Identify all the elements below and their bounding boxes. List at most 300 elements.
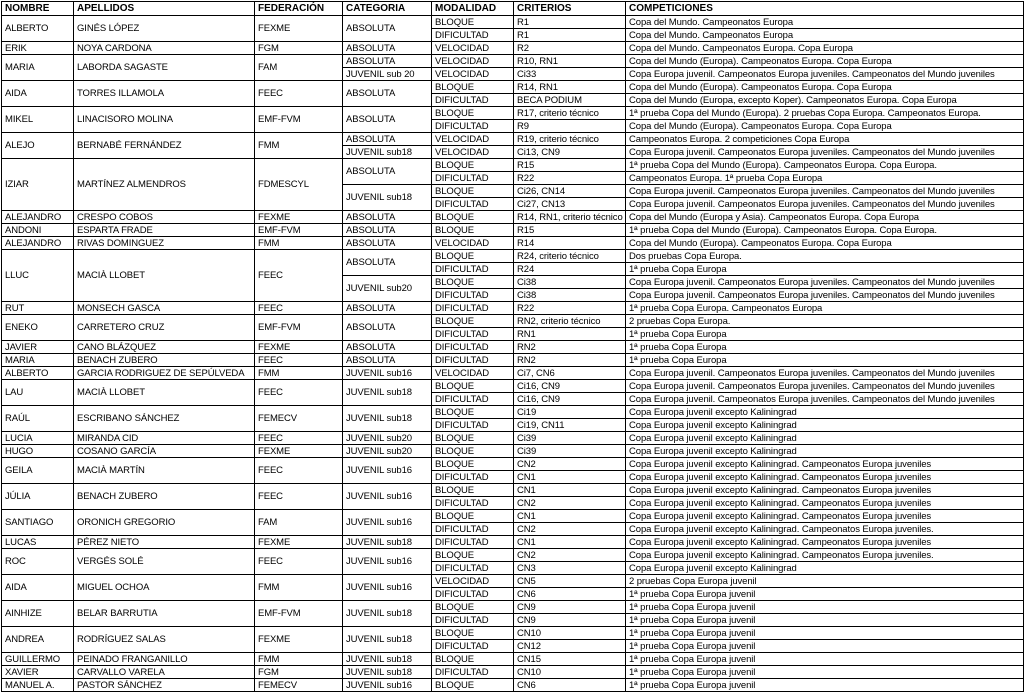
cell-apellidos: GINÉS LÓPEZ	[74, 16, 255, 42]
cell-federacion: FEXME	[255, 211, 343, 224]
cell-criterios: R1	[514, 16, 626, 29]
cell-competiciones: 1ª prueba Copa Europa juvenil	[626, 627, 1024, 640]
cell-modalidad: BLOQUE	[432, 653, 514, 666]
cell-federacion: FEXME	[255, 536, 343, 549]
column-header-apellidos: APELLIDOS	[74, 2, 255, 16]
cell-categoria: ABSOLUTA	[343, 42, 432, 55]
table-row	[2, 42, 1024, 55]
cell-federacion: FEXME	[255, 445, 343, 458]
cell-competiciones: Copa Europa juvenil excepto Kaliningrad. Campeonatos Europa juveniles	[626, 536, 1024, 549]
cell-competiciones: Copa del Mundo (Europa). Campeonatos Europa. Copa Europa	[626, 55, 1024, 68]
cell-apellidos: CANO BLÁZQUEZ	[74, 341, 255, 354]
cell-criterios: RN2, criterio técnico	[514, 315, 626, 328]
table-row	[2, 133, 1024, 146]
cell-modalidad: DIFICULTAD	[432, 523, 514, 536]
cell-criterios: Ci38	[514, 289, 626, 302]
column-header-nombre: NOMBRE	[2, 2, 74, 16]
cell-modalidad: VELOCIDAD	[432, 367, 514, 380]
cell-criterios: R24, criterio técnico	[514, 250, 626, 263]
cell-apellidos: NOYA CARDONA	[74, 42, 255, 55]
cell-modalidad: DIFICULTAD	[432, 354, 514, 367]
cell-competiciones: Copa Europa juvenil. Campeonatos Europa juveniles. Campeonatos del Mundo juveniles	[626, 68, 1024, 81]
table-row	[2, 484, 1024, 497]
cell-criterios: R22	[514, 302, 626, 315]
cell-modalidad: DIFICULTAD	[432, 536, 514, 549]
table-row	[2, 406, 1024, 419]
cell-competiciones: Copa Europa juvenil excepto Kaliningrad. Campeonatos Europa juveniles	[626, 471, 1024, 484]
table-row	[2, 302, 1024, 315]
cell-federacion: FDMESCYL	[255, 159, 343, 211]
cell-federacion: FEEC	[255, 250, 343, 302]
cell-apellidos: PASTOR SÁNCHEZ	[74, 679, 255, 692]
cell-competiciones: 1ª prueba Copa Europa juvenil	[626, 588, 1024, 601]
cell-federacion: FEXME	[255, 341, 343, 354]
cell-categoria: ABSOLUTA	[343, 107, 432, 133]
cell-competiciones: 1ª prueba Copa Europa	[626, 354, 1024, 367]
cell-criterios: CN9	[514, 601, 626, 614]
cell-categoria: JUVENIL sub20	[343, 276, 432, 302]
cell-modalidad: BLOQUE	[432, 627, 514, 640]
cell-criterios: R15	[514, 159, 626, 172]
cell-competiciones: Copa Europa juvenil excepto Kaliningrad. Campeonatos Europa juveniles.	[626, 549, 1024, 562]
cell-modalidad: DIFICULTAD	[432, 471, 514, 484]
cell-criterios: CN6	[514, 588, 626, 601]
cell-apellidos: MACIÀ LLOBET	[74, 380, 255, 406]
table-row	[2, 367, 1024, 380]
cell-apellidos: ESPARTA FRADE	[74, 224, 255, 237]
cell-criterios: CN2	[514, 497, 626, 510]
cell-apellidos: MIRANDA CID	[74, 432, 255, 445]
cell-modalidad: DIFICULTAD	[432, 393, 514, 406]
cell-categoria: JUVENIL sub20	[343, 445, 432, 458]
cell-competiciones: Copa Europa juvenil. Campeonatos Europa juveniles. Campeonatos del Mundo juveniles	[626, 146, 1024, 159]
cell-competiciones: 1ª prueba Copa Europa	[626, 341, 1024, 354]
cell-competiciones: Copa del Mundo (Europa). Campeonatos Europa. Copa Europa	[626, 81, 1024, 94]
cell-apellidos: ESCRIBANO SÁNCHEZ	[74, 406, 255, 432]
cell-apellidos: LABORDA SAGASTE	[74, 55, 255, 81]
cell-modalidad: BLOQUE	[432, 211, 514, 224]
cell-modalidad: VELOCIDAD	[432, 146, 514, 159]
cell-federacion: FMM	[255, 575, 343, 601]
cell-competiciones: Copa del Mundo. Campeonatos Europa	[626, 29, 1024, 42]
table-row	[2, 549, 1024, 562]
cell-categoria: JUVENIL sub 20	[343, 68, 432, 81]
cell-apellidos: COSANO GARCÍA	[74, 445, 255, 458]
cell-criterios: Ci39	[514, 432, 626, 445]
cell-categoria: ABSOLUTA	[343, 354, 432, 367]
cell-modalidad: DIFICULTAD	[432, 263, 514, 276]
cell-apellidos: ORONICH GREGORIO	[74, 510, 255, 536]
cell-categoria: JUVENIL sub18	[343, 380, 432, 406]
cell-categoria: JUVENIL sub18	[343, 601, 432, 627]
cell-categoria: JUVENIL sub20	[343, 432, 432, 445]
cell-apellidos: MARTÍNEZ ALMENDROS	[74, 159, 255, 211]
cell-competiciones: 1ª prueba Copa del Mundo (Europa). 2 pruebas Copa Europa. Campeonatos Europa.	[626, 107, 1024, 120]
cell-federacion: FEMECV	[255, 406, 343, 432]
cell-competiciones: Dos pruebas Copa Europa.	[626, 250, 1024, 263]
cell-categoria: ABSOLUTA	[343, 159, 432, 185]
cell-criterios: CN15	[514, 653, 626, 666]
cell-criterios: Ci19	[514, 406, 626, 419]
cell-modalidad: DIFICULTAD	[432, 666, 514, 679]
cell-criterios: R14	[514, 237, 626, 250]
results-table	[1, 1, 1024, 692]
cell-apellidos: BELAR BARRUTIA	[74, 601, 255, 627]
cell-competiciones: Copa Europa juvenil excepto Kaliningrad. Campeonatos Europa juveniles	[626, 510, 1024, 523]
table-row	[2, 159, 1024, 172]
table-row	[2, 107, 1024, 120]
table-row	[2, 666, 1024, 679]
cell-modalidad: DIFICULTAD	[432, 289, 514, 302]
cell-federacion: EMF-FVM	[255, 315, 343, 341]
cell-apellidos: MIGUEL OCHOA	[74, 575, 255, 601]
cell-nombre: ALEJO	[2, 133, 74, 159]
cell-modalidad: DIFICULTAD	[432, 172, 514, 185]
cell-nombre: HUGO	[2, 445, 74, 458]
cell-apellidos: PEINADO FRANGANILLO	[74, 653, 255, 666]
cell-nombre: AIDA	[2, 81, 74, 107]
cell-nombre: ANDREA	[2, 627, 74, 653]
cell-criterios: R19, criterio técnico	[514, 133, 626, 146]
cell-apellidos: CARVALLO VARELA	[74, 666, 255, 679]
cell-federacion: FEXME	[255, 16, 343, 42]
table-row	[2, 432, 1024, 445]
cell-competiciones: 2 pruebas Copa Europa.	[626, 315, 1024, 328]
cell-modalidad: BLOQUE	[432, 406, 514, 419]
cell-apellidos: TORRES ILLAMOLA	[74, 81, 255, 107]
table-row	[2, 445, 1024, 458]
cell-competiciones: 1ª prueba Copa Europa juvenil	[626, 653, 1024, 666]
cell-modalidad: DIFICULTAD	[432, 328, 514, 341]
cell-competiciones: 1ª prueba Copa Europa juvenil	[626, 679, 1024, 692]
cell-nombre: LUCIA	[2, 432, 74, 445]
cell-competiciones: Copa Europa juvenil. Campeonatos Europa juveniles. Campeonatos del Mundo juveniles	[626, 198, 1024, 211]
cell-categoria: ABSOLUTA	[343, 302, 432, 315]
cell-competiciones: Campeonatos Europa. 2 competiciones Copa Europa	[626, 133, 1024, 146]
cell-federacion: FEEC	[255, 81, 343, 107]
cell-competiciones: 2 pruebas Copa Europa juvenil	[626, 575, 1024, 588]
cell-categoria: JUVENIL sub16	[343, 549, 432, 575]
cell-competiciones: 1ª prueba Copa Europa	[626, 263, 1024, 276]
cell-apellidos: GARCIA RODRIGUEZ DE SEPÚLVEDA	[74, 367, 255, 380]
cell-criterios: CN12	[514, 640, 626, 653]
cell-competiciones: Copa Europa juvenil. Campeonatos Europa juveniles. Campeonatos del Mundo juveniles	[626, 185, 1024, 198]
cell-categoria: JUVENIL sub18	[343, 627, 432, 653]
cell-modalidad: BLOQUE	[432, 601, 514, 614]
cell-modalidad: BLOQUE	[432, 276, 514, 289]
cell-criterios: R1	[514, 29, 626, 42]
cell-nombre: MANUEL A.	[2, 679, 74, 692]
cell-criterios: CN10	[514, 627, 626, 640]
cell-criterios: Ci16, CN9	[514, 393, 626, 406]
cell-nombre: GUILLERMO	[2, 653, 74, 666]
cell-competiciones: Campeonatos Europa. 1ª prueba Copa Europa	[626, 172, 1024, 185]
cell-criterios: CN2	[514, 523, 626, 536]
column-header-categoria: CATEGORIA	[343, 2, 432, 16]
cell-competiciones: Copa Europa juvenil excepto Kaliningrad	[626, 562, 1024, 575]
cell-competiciones: Copa Europa juvenil excepto Kaliningrad. Campeonatos Europa juveniles	[626, 484, 1024, 497]
cell-apellidos: MONSECH GASCA	[74, 302, 255, 315]
cell-modalidad: DIFICULTAD	[432, 419, 514, 432]
cell-competiciones: Copa del Mundo. Campeonatos Europa	[626, 16, 1024, 29]
cell-nombre: ALEJANDRO	[2, 237, 74, 250]
cell-modalidad: BLOQUE	[432, 432, 514, 445]
cell-competiciones: Copa del Mundo (Europa). Campeonatos Europa. Copa Europa	[626, 120, 1024, 133]
cell-competiciones: 1ª prueba Copa Europa juvenil	[626, 601, 1024, 614]
cell-modalidad: DIFICULTAD	[432, 29, 514, 42]
cell-categoria: ABSOLUTA	[343, 224, 432, 237]
cell-modalidad: VELOCIDAD	[432, 42, 514, 55]
cell-federacion: FEEC	[255, 458, 343, 484]
cell-categoria: ABSOLUTA	[343, 237, 432, 250]
cell-criterios: CN9	[514, 614, 626, 627]
cell-categoria: JUVENIL sub18	[343, 406, 432, 432]
cell-modalidad: BLOQUE	[432, 315, 514, 328]
cell-nombre: IZIAR	[2, 159, 74, 211]
column-header-competiciones: COMPETICIONES	[626, 2, 1024, 16]
table-row	[2, 81, 1024, 94]
cell-nombre: ALBERTO	[2, 16, 74, 42]
cell-criterios: Ci33	[514, 68, 626, 81]
cell-federacion: FMM	[255, 133, 343, 159]
cell-nombre: LAU	[2, 380, 74, 406]
cell-nombre: XAVIER	[2, 666, 74, 679]
cell-modalidad: DIFICULTAD	[432, 120, 514, 133]
table-row	[2, 679, 1024, 692]
cell-federacion: FEEC	[255, 484, 343, 510]
table-row	[2, 341, 1024, 354]
cell-federacion: FEEC	[255, 302, 343, 315]
cell-competiciones: Copa del Mundo. Campeonatos Europa. Copa Europa	[626, 42, 1024, 55]
cell-modalidad: BLOQUE	[432, 458, 514, 471]
cell-modalidad: VELOCIDAD	[432, 55, 514, 68]
cell-modalidad: BLOQUE	[432, 679, 514, 692]
cell-apellidos: BENACH ZUBERO	[74, 484, 255, 510]
cell-modalidad: VELOCIDAD	[432, 68, 514, 81]
cell-modalidad: BLOQUE	[432, 16, 514, 29]
cell-competiciones: Copa Europa juvenil excepto Kaliningrad	[626, 445, 1024, 458]
cell-modalidad: BLOQUE	[432, 185, 514, 198]
cell-federacion: EMF-FVM	[255, 107, 343, 133]
cell-nombre: ALEJANDRO	[2, 211, 74, 224]
column-header-modalidad: MODALIDAD	[432, 2, 514, 16]
table-row	[2, 211, 1024, 224]
cell-apellidos: LINACISORO MOLINA	[74, 107, 255, 133]
cell-competiciones: Copa Europa juvenil excepto Kaliningrad. Campeonatos Europa juveniles	[626, 458, 1024, 471]
cell-categoria: JUVENIL sub18	[343, 146, 432, 159]
cell-criterios: CN2	[514, 549, 626, 562]
cell-competiciones: Copa Europa juvenil. Campeonatos Europa juveniles. Campeonatos del Mundo juveniles	[626, 276, 1024, 289]
cell-categoria: JUVENIL sub18	[343, 185, 432, 211]
cell-categoria: JUVENIL sub18	[343, 666, 432, 679]
cell-criterios: R17, criterio técnico	[514, 107, 626, 120]
cell-apellidos: CRESPO COBOS	[74, 211, 255, 224]
cell-categoria: ABSOLUTA	[343, 16, 432, 42]
cell-competiciones: 1ª prueba Copa Europa juvenil	[626, 614, 1024, 627]
cell-competiciones: Copa del Mundo (Europa, excepto Koper). Campeonatos Europa. Copa Europa	[626, 94, 1024, 107]
cell-criterios: R15	[514, 224, 626, 237]
cell-criterios: R10, RN1	[514, 55, 626, 68]
cell-criterios: CN1	[514, 536, 626, 549]
header-row	[2, 2, 1024, 16]
cell-criterios: CN5	[514, 575, 626, 588]
cell-competiciones: 1ª prueba Copa del Mundo (Europa). Campeonatos Europa. Copa Europa.	[626, 224, 1024, 237]
cell-apellidos: MACIÀ LLOBET	[74, 250, 255, 302]
cell-modalidad: DIFICULTAD	[432, 94, 514, 107]
cell-categoria: ABSOLUTA	[343, 55, 432, 68]
cell-competiciones: Copa Europa juvenil. Campeonatos Europa juveniles. Campeonatos del Mundo juveniles	[626, 393, 1024, 406]
cell-competiciones: Copa del Mundo (Europa y Asia). Campeonatos Europa. Copa Europa	[626, 211, 1024, 224]
cell-criterios: Ci19, CN11	[514, 419, 626, 432]
cell-criterios: CN2	[514, 458, 626, 471]
cell-modalidad: VELOCIDAD	[432, 575, 514, 588]
cell-criterios: CN1	[514, 510, 626, 523]
cell-criterios: CN10	[514, 666, 626, 679]
cell-modalidad: DIFICULTAD	[432, 614, 514, 627]
cell-modalidad: DIFICULTAD	[432, 198, 514, 211]
table-row	[2, 627, 1024, 640]
cell-competiciones: Copa Europa juvenil excepto Kaliningrad	[626, 419, 1024, 432]
cell-modalidad: DIFICULTAD	[432, 302, 514, 315]
cell-criterios: Ci13, CN9	[514, 146, 626, 159]
cell-modalidad: BLOQUE	[432, 107, 514, 120]
cell-criterios: CN1	[514, 484, 626, 497]
cell-nombre: SANTIAGO	[2, 510, 74, 536]
cell-competiciones: Copa del Mundo (Europa). Campeonatos Europa. Copa Europa	[626, 237, 1024, 250]
cell-criterios: Ci38	[514, 276, 626, 289]
cell-apellidos: VERGÉS SOLÉ	[74, 549, 255, 575]
cell-categoria: JUVENIL sub18	[343, 653, 432, 666]
cell-categoria: JUVENIL sub16	[343, 458, 432, 484]
cell-apellidos: RIVAS DOMINGUEZ	[74, 237, 255, 250]
cell-categoria: ABSOLUTA	[343, 211, 432, 224]
cell-categoria: JUVENIL sub16	[343, 367, 432, 380]
cell-criterios: R9	[514, 120, 626, 133]
cell-competiciones: 1ª prueba Copa del Mundo (Europa). Campeonatos Europa. Copa Europa.	[626, 159, 1024, 172]
cell-nombre: RAÚL	[2, 406, 74, 432]
table-row	[2, 380, 1024, 393]
cell-criterios: CN6	[514, 679, 626, 692]
cell-federacion: FMM	[255, 237, 343, 250]
cell-apellidos: BERNABÉ FERNÁNDEZ	[74, 133, 255, 159]
cell-federacion: EMF-FVM	[255, 224, 343, 237]
cell-nombre: ALBERTO	[2, 367, 74, 380]
cell-apellidos: PÉREZ NIETO	[74, 536, 255, 549]
table-row	[2, 55, 1024, 68]
cell-categoria: ABSOLUTA	[343, 133, 432, 146]
cell-nombre: ENEKO	[2, 315, 74, 341]
cell-criterios: CN1	[514, 471, 626, 484]
table-row	[2, 575, 1024, 588]
cell-nombre: MARIA	[2, 55, 74, 81]
cell-categoria: JUVENIL sub16	[343, 484, 432, 510]
cell-federacion: FEEC	[255, 432, 343, 445]
column-header-federacion: FEDERACIÓN	[255, 2, 343, 16]
table-row	[2, 16, 1024, 29]
cell-criterios: RN2	[514, 341, 626, 354]
cell-modalidad: DIFICULTAD	[432, 341, 514, 354]
table-row	[2, 536, 1024, 549]
cell-modalidad: VELOCIDAD	[432, 237, 514, 250]
cell-modalidad: DIFICULTAD	[432, 497, 514, 510]
cell-federacion: FGM	[255, 42, 343, 55]
table-row	[2, 354, 1024, 367]
cell-nombre: MARIA	[2, 354, 74, 367]
cell-criterios: R22	[514, 172, 626, 185]
cell-nombre: ERIK	[2, 42, 74, 55]
cell-competiciones: 1ª prueba Copa Europa	[626, 328, 1024, 341]
cell-categoria: JUVENIL sub18	[343, 536, 432, 549]
cell-nombre: JAVIER	[2, 341, 74, 354]
cell-nombre: LUCAS	[2, 536, 74, 549]
cell-apellidos: BENACH ZUBERO	[74, 354, 255, 367]
cell-criterios: R14, RN1	[514, 81, 626, 94]
cell-federacion: FEXME	[255, 627, 343, 653]
cell-modalidad: BLOQUE	[432, 445, 514, 458]
cell-federacion: FEEC	[255, 549, 343, 575]
cell-federacion: FEMECV	[255, 679, 343, 692]
cell-apellidos: MACIÀ MARTÍN	[74, 458, 255, 484]
cell-nombre: ANDONI	[2, 224, 74, 237]
cell-federacion: FMM	[255, 653, 343, 666]
column-header-criterios: CRITERIOS	[514, 2, 626, 16]
cell-criterios: R24	[514, 263, 626, 276]
cell-categoria: JUVENIL sub16	[343, 510, 432, 536]
cell-criterios: RN2	[514, 354, 626, 367]
table-row	[2, 458, 1024, 471]
cell-criterios: BECA PODIUM	[514, 94, 626, 107]
cell-apellidos: CARRETERO CRUZ	[74, 315, 255, 341]
cell-competiciones: 1ª prueba Copa Europa. Campeonatos Europa	[626, 302, 1024, 315]
cell-criterios: R14, RN1, criterio técnico	[514, 211, 626, 224]
cell-nombre: ROC	[2, 549, 74, 575]
cell-criterios: R2	[514, 42, 626, 55]
cell-competiciones: 1ª prueba Copa Europa juvenil	[626, 666, 1024, 679]
cell-federacion: FEEC	[255, 380, 343, 406]
cell-modalidad: BLOQUE	[432, 224, 514, 237]
cell-modalidad: BLOQUE	[432, 549, 514, 562]
cell-criterios: Ci26, CN14	[514, 185, 626, 198]
cell-modalidad: BLOQUE	[432, 250, 514, 263]
cell-federacion: FEEC	[255, 354, 343, 367]
cell-federacion: EMF-FVM	[255, 601, 343, 627]
cell-criterios: CN3	[514, 562, 626, 575]
cell-competiciones: Copa Europa juvenil excepto Kaliningrad. Campeonatos Europa juveniles.	[626, 523, 1024, 536]
cell-categoria: ABSOLUTA	[343, 81, 432, 107]
cell-competiciones: Copa Europa juvenil. Campeonatos Europa juveniles. Campeonatos del Mundo juveniles	[626, 380, 1024, 393]
cell-apellidos: RODRÍGUEZ SALAS	[74, 627, 255, 653]
table-row	[2, 510, 1024, 523]
cell-categoria: JUVENIL sub16	[343, 679, 432, 692]
cell-nombre: LLUC	[2, 250, 74, 302]
cell-categoria: ABSOLUTA	[343, 341, 432, 354]
cell-competiciones: Copa Europa juvenil. Campeonatos Europa juveniles. Campeonatos del Mundo juveniles	[626, 289, 1024, 302]
cell-competiciones: Copa Europa juvenil excepto Kaliningrad. Campeonatos Europa juveniles	[626, 497, 1024, 510]
cell-modalidad: BLOQUE	[432, 510, 514, 523]
table-row	[2, 250, 1024, 263]
cell-nombre: JÚLIA	[2, 484, 74, 510]
cell-competiciones: Copa Europa juvenil excepto Kaliningrad	[626, 406, 1024, 419]
cell-categoria: ABSOLUTA	[343, 250, 432, 276]
cell-modalidad: DIFICULTAD	[432, 588, 514, 601]
cell-modalidad: DIFICULTAD	[432, 640, 514, 653]
cell-competiciones: 1ª prueba Copa Europa juvenil	[626, 640, 1024, 653]
cell-federacion: FAM	[255, 55, 343, 81]
cell-modalidad: BLOQUE	[432, 380, 514, 393]
table-row	[2, 653, 1024, 666]
cell-nombre: MIKEL	[2, 107, 74, 133]
cell-categoria: JUVENIL sub16	[343, 575, 432, 601]
